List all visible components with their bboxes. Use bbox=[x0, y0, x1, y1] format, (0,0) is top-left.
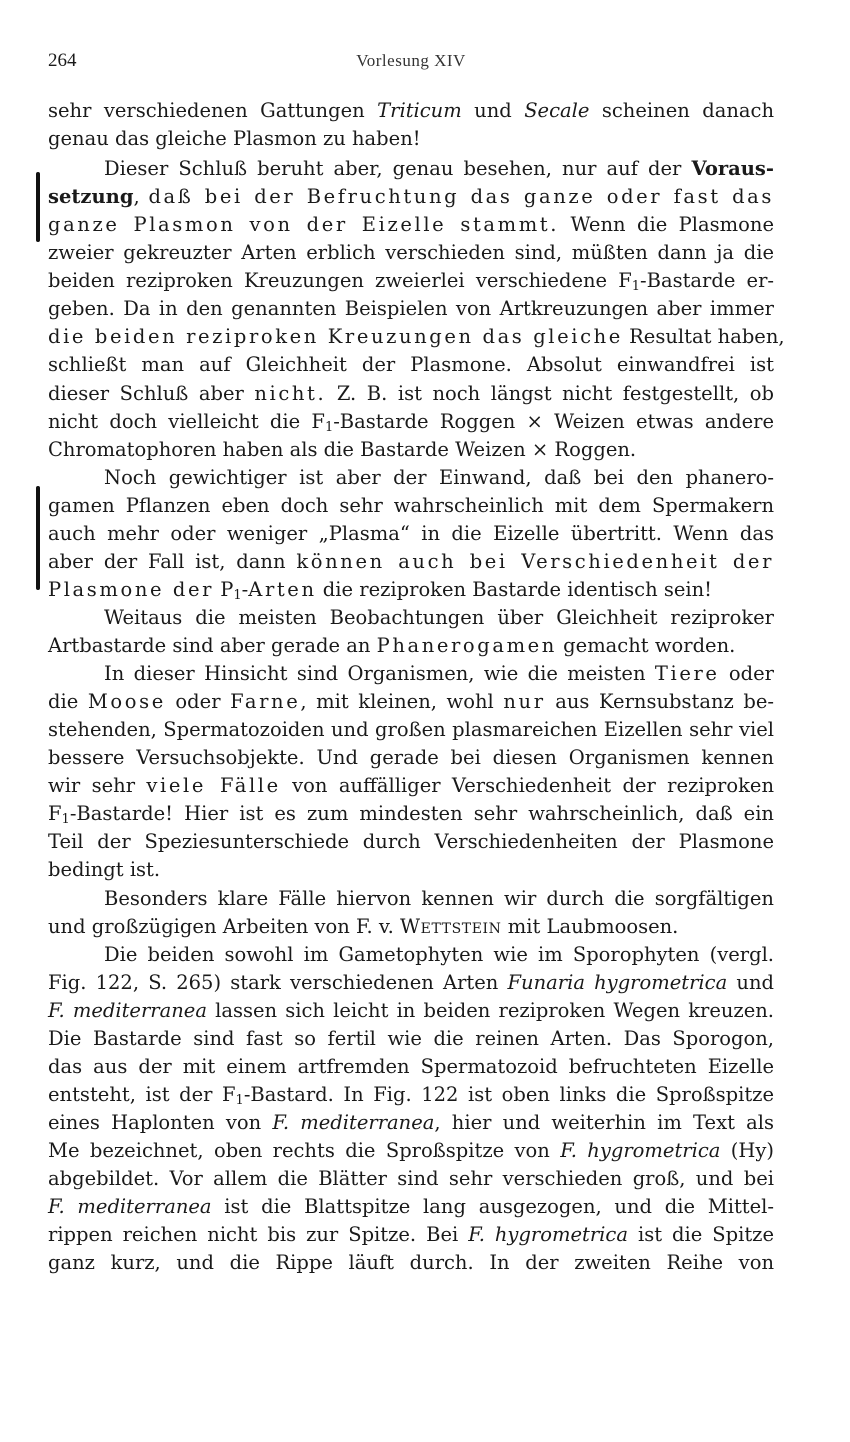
spaced-text: Moose bbox=[87, 690, 166, 713]
italic-text: F. mediterranea bbox=[48, 999, 207, 1022]
text-run: -Bastarde Roggen × Weizen etwas andere bbox=[333, 410, 774, 433]
text-run: Die Bastarde sind fast so fertil wie die reinen Arten. Das Sporogon, bbox=[48, 1027, 774, 1050]
text-run: , mit kleinen, wohl bbox=[300, 690, 504, 713]
text-run: Resultat haben, bbox=[622, 325, 785, 348]
text-run: beiden reziproken Kreuzungen zweierlei verschiedene F bbox=[48, 269, 632, 292]
text-run: -Bastard. In Fig. 122 ist oben links die Sproßspitze bbox=[243, 1083, 774, 1106]
text-line bbox=[48, 968, 774, 998]
text-line bbox=[48, 575, 774, 605]
italic-text: Funaria hygrometrica bbox=[507, 971, 728, 994]
text-line bbox=[48, 350, 774, 380]
text-line bbox=[48, 1248, 774, 1278]
running-title: Vorlesung XIV bbox=[356, 51, 466, 70]
text-run: aber der Fall ist, dann bbox=[48, 550, 297, 573]
text-run: Die beiden sowohl im Gametophyten wie im Sporophyten (vergl. bbox=[104, 943, 774, 966]
text-run: bedingt ist. bbox=[48, 858, 161, 881]
italic-text: Triticum bbox=[377, 99, 462, 122]
text-line bbox=[48, 996, 774, 1026]
text-run: zweier gekreuzter Arten erblich verschieden sind, müßten dann ja die bbox=[48, 241, 774, 264]
text-run: scheinen danach bbox=[589, 99, 774, 122]
text-run: lassen sich leicht in beiden reziproken Wegen kreuzen. bbox=[206, 999, 775, 1022]
bold-text: setzung bbox=[48, 185, 134, 208]
text-line bbox=[48, 1220, 774, 1250]
text-run: wir sehr bbox=[48, 774, 147, 797]
text-line bbox=[48, 715, 774, 745]
text-run: Chromatophoren haben als die Bastarde Weizen × Roggen. bbox=[48, 438, 637, 461]
text-line bbox=[104, 463, 774, 493]
text-line bbox=[48, 547, 774, 577]
text-line bbox=[104, 940, 774, 970]
spaced-text: Plasmone der bbox=[48, 578, 215, 601]
subscript: 1 bbox=[233, 588, 242, 603]
text-run: oder bbox=[165, 690, 231, 713]
text-line bbox=[48, 1192, 774, 1222]
text-line bbox=[104, 603, 774, 633]
text-run: ist die Spitze bbox=[627, 1223, 774, 1246]
text-run: entsteht, ist der F bbox=[48, 1083, 236, 1106]
text-run: aus Kernsubstanz be- bbox=[545, 690, 774, 713]
text-line bbox=[48, 1052, 774, 1082]
text-line bbox=[48, 379, 774, 409]
text-run: -Bastarde er- bbox=[640, 269, 774, 292]
author-name: Wettstein bbox=[400, 915, 502, 938]
text-line bbox=[48, 1024, 774, 1054]
text-line bbox=[48, 1136, 774, 1166]
text-run: , hier und weiterhin im Text als bbox=[434, 1111, 774, 1134]
text-line bbox=[48, 799, 774, 829]
text-line bbox=[48, 1080, 774, 1110]
text-line bbox=[48, 1108, 774, 1138]
text-run: Besonders klare Fälle hiervon kennen wir durch die sorgfältigen bbox=[104, 887, 774, 910]
text-run: und bbox=[461, 99, 525, 122]
text-line bbox=[48, 687, 774, 717]
text-run: auch mehr oder weniger „Plasma“ in die Eizelle übertritt. Wenn das bbox=[48, 522, 774, 545]
text-line bbox=[48, 912, 774, 942]
text-line bbox=[104, 884, 774, 914]
text-run: gemacht worden. bbox=[556, 634, 736, 657]
spaced-text: nicht. bbox=[254, 382, 327, 405]
spaced-text: daß bei der Befruchtung das ganze oder fast das bbox=[148, 185, 774, 208]
italic-text: Secale bbox=[524, 99, 590, 122]
spaced-text: viele Fälle bbox=[146, 774, 281, 797]
page-number: 264 bbox=[48, 50, 77, 71]
text-line bbox=[48, 771, 774, 801]
text-run: die reziproken Bastarde identisch sein! bbox=[316, 578, 713, 601]
text-line bbox=[48, 294, 774, 324]
text-line bbox=[48, 743, 774, 773]
text-line bbox=[48, 631, 774, 661]
text-run: dieser Schluß aber bbox=[48, 382, 255, 405]
text-run: ist die Blattspitze lang ausgezogen, und die Mittel- bbox=[211, 1195, 774, 1218]
text-run: nicht doch vielleicht die F bbox=[48, 410, 325, 433]
spaced-text: die beiden reziproken Kreuzungen das gleiche bbox=[48, 325, 623, 348]
text-line bbox=[48, 322, 785, 352]
text-run: bessere Versuchsobjekte. Und gerade bei diesen Organismen kennen bbox=[48, 746, 774, 769]
spaced-text: nur bbox=[503, 690, 546, 713]
text-run: F bbox=[48, 802, 62, 825]
text-run: stehenden, Spermatozoiden und großen plasmareichen Eizellen sehr viel bbox=[48, 718, 774, 741]
text-run: mit Laubmoosen. bbox=[501, 915, 679, 938]
text-run: geben. Da in den genannten Beispielen von Artkreuzungen aber immer bbox=[48, 297, 774, 320]
italic-text: F. hygrometrica bbox=[560, 1139, 721, 1162]
spaced-text: können auch bei Verschiedenheit der bbox=[296, 550, 774, 573]
text-run: In dieser Hinsicht sind Organismen, wie die meisten bbox=[104, 662, 655, 685]
spaced-text: Arten bbox=[248, 578, 317, 601]
spaced-text: Farne bbox=[230, 690, 301, 713]
spaced-text: Phanerogamen bbox=[376, 634, 557, 657]
text-run: eines Haplonten von bbox=[48, 1111, 273, 1134]
text-run: Noch gewichtiger ist aber der Einwand, daß bei den phanero- bbox=[104, 466, 774, 489]
text-run: die bbox=[48, 690, 88, 713]
text-run: Dieser Schluß beruht aber, genau besehen, nur auf der bbox=[104, 157, 692, 180]
text-line bbox=[48, 182, 774, 212]
text-run: sehr verschiedenen Gattungen bbox=[48, 99, 378, 122]
text-run: und bbox=[727, 971, 774, 994]
text-run: genau das gleiche Plasmon zu haben! bbox=[48, 127, 421, 150]
italic-text: F. hygrometrica bbox=[468, 1223, 628, 1246]
text-run: oder bbox=[719, 662, 774, 685]
text-line bbox=[48, 827, 774, 857]
text-run: abgebildet. Vor allem die Blätter sind sehr verschieden groß, und bei bbox=[48, 1167, 774, 1190]
text-run: Me bezeichnet, oben rechts die Sproßspitze von bbox=[48, 1139, 561, 1162]
text-run: Fig. 122, S. 265) stark verschiedenen Arten bbox=[48, 971, 508, 994]
subscript: 1 bbox=[235, 1093, 244, 1108]
spaced-text: ganze Plasmon von der Eizelle stammt. bbox=[48, 213, 560, 236]
text-run: P bbox=[214, 578, 234, 601]
text-line bbox=[48, 1164, 774, 1194]
text-line bbox=[48, 435, 774, 465]
text-run: gamen Pflanzen eben doch sehr wahrscheinlich mit dem Spermakern bbox=[48, 494, 774, 517]
margin-mark bbox=[36, 172, 40, 242]
text-run: (Hy) bbox=[720, 1139, 775, 1162]
bold-text: Voraus- bbox=[691, 157, 774, 180]
text-run: , bbox=[133, 185, 149, 208]
subscript: 1 bbox=[324, 420, 334, 435]
text-line bbox=[48, 124, 774, 154]
spaced-text: Tiere bbox=[654, 662, 720, 685]
subscript: 1 bbox=[631, 279, 641, 294]
text-run: -Bastarde! Hier ist es zum mindesten sehr wahrscheinlich, daß ein bbox=[69, 802, 774, 825]
italic-text: F. mediterranea bbox=[272, 1111, 435, 1134]
italic-text: F. mediterranea bbox=[48, 1195, 212, 1218]
text-run: Artbastarde sind aber gerade an bbox=[48, 634, 377, 657]
text-line bbox=[48, 519, 774, 549]
text-line bbox=[48, 266, 774, 296]
text-run: Z. B. ist noch längst nicht festgestellt, ob bbox=[326, 382, 774, 405]
text-line bbox=[104, 154, 774, 184]
text-line bbox=[48, 855, 774, 885]
text-run: und großzügigen Arbeiten von F. v. bbox=[48, 915, 400, 938]
text-line bbox=[48, 407, 774, 437]
text-line bbox=[48, 210, 774, 240]
text-line bbox=[48, 96, 774, 126]
margin-mark bbox=[36, 486, 40, 590]
text-run: von auffälliger Verschiedenheit der reziproken bbox=[280, 774, 774, 797]
text-run: Wenn die Plasmone bbox=[559, 213, 774, 236]
text-run: ganz kurz, und die Rippe läuft durch. In der zweiten Reihe von bbox=[48, 1251, 774, 1274]
text-run: schließt man auf Gleichheit der Plasmone. Absolut einwandfrei ist bbox=[48, 353, 774, 376]
text-run: Weitaus die meisten Beobachtungen über Gleichheit reziproker bbox=[104, 606, 774, 629]
subscript: 1 bbox=[61, 812, 70, 827]
text-run: rippen reichen nicht bis zur Spitze. Bei bbox=[48, 1223, 469, 1246]
text-line bbox=[48, 491, 774, 521]
text-line bbox=[48, 238, 774, 268]
text-line bbox=[104, 659, 774, 689]
text-run: - bbox=[241, 578, 249, 601]
text-run: Teil der Speziesunterschiede durch Verschiedenheiten der Plasmone bbox=[48, 830, 774, 853]
text-run: das aus der mit einem artfremden Spermatozoid befruchteten Eizelle bbox=[48, 1055, 774, 1078]
page-header bbox=[48, 50, 774, 74]
